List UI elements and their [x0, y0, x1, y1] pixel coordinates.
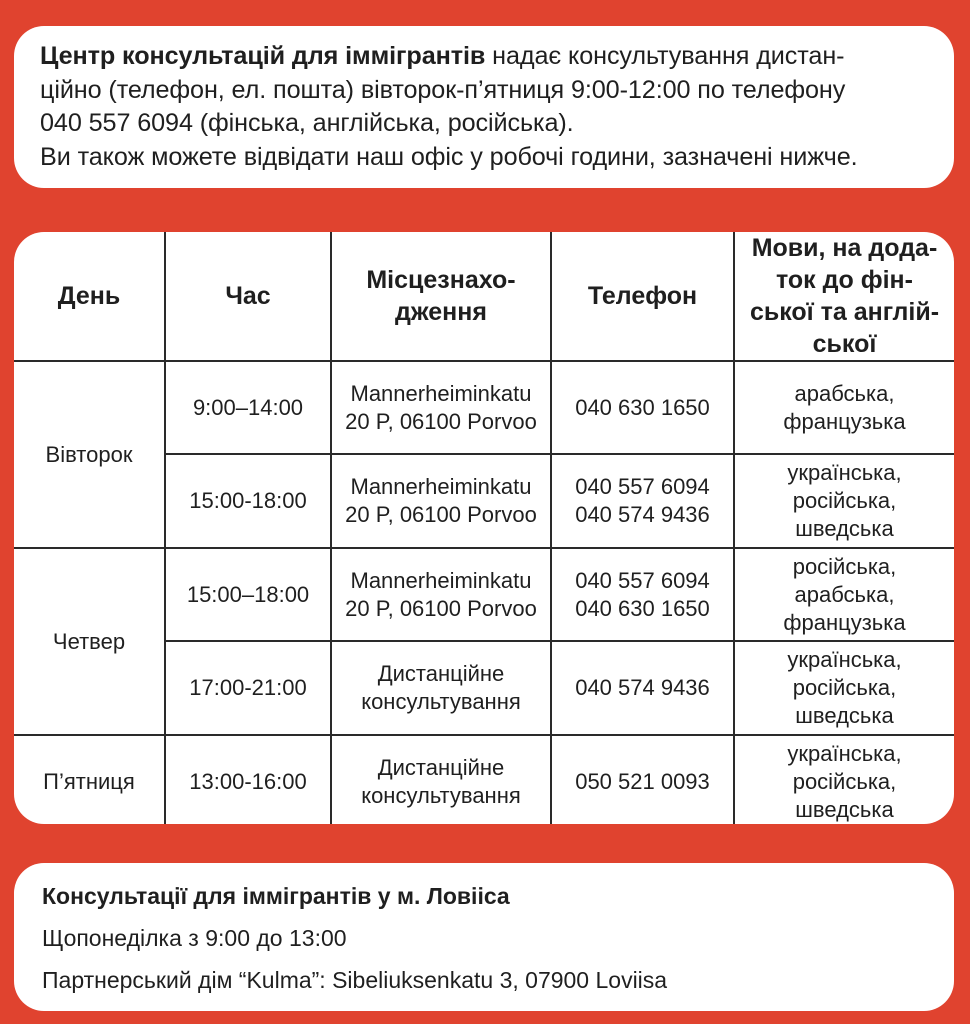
loviisa-hours: Щопонеділка з 9:00 до 13:00: [42, 925, 347, 951]
phone-line-1: 050 521 0093: [575, 769, 710, 794]
language-line-3: шведська: [795, 703, 894, 728]
header-location-line-1: Місцезнахо-: [366, 266, 516, 294]
location-line-1: Mannerheiminkatu: [350, 474, 532, 499]
language-line-1: українська,: [787, 741, 902, 766]
header-languages-line-2: ток до фін-: [776, 266, 913, 294]
location-line-2: 20 P, 06100 Porvoo: [345, 408, 537, 434]
phone-cell: [551, 548, 734, 641]
header-day: День: [14, 232, 165, 361]
location-cell: [331, 361, 551, 454]
day-cell-thursday: Четвер: [14, 548, 165, 735]
location-cell: [331, 454, 551, 548]
phone-line-1: 040 557 6094: [575, 474, 710, 499]
header-languages-line-1: Мови, на дода-: [751, 234, 938, 262]
intro-line-1: [40, 40, 932, 74]
language-line-1: українська,: [787, 647, 902, 672]
location-cell: [331, 735, 551, 824]
intro-line-3: 040 557 6094 (фінська, англійська, російська).: [40, 109, 574, 137]
languages-cell: [734, 361, 954, 454]
language-line-2: французька: [783, 408, 906, 434]
header-languages-line-4: ської: [812, 330, 877, 358]
languages-cell: [734, 641, 954, 735]
phone-line-1: 040 574 9436: [575, 675, 710, 700]
time-cell: 9:00–14:00: [165, 361, 331, 454]
location-line-2: 20 P, 06100 Porvoo: [345, 595, 537, 621]
location-line-2: 20 P, 06100 Porvoo: [345, 502, 537, 527]
time-cell: 15:00-18:00: [165, 454, 331, 548]
loviisa-card: [14, 863, 954, 1011]
header-location-line-2: дження: [395, 298, 487, 326]
header-time: Час: [165, 232, 331, 361]
language-line-2: російська,: [792, 488, 897, 513]
intro-line-1-rest: надає консультування дистан-: [485, 42, 845, 70]
schedule-table: [14, 232, 954, 824]
phone-cell: [551, 641, 734, 735]
time-cell: 17:00-21:00: [165, 641, 331, 735]
location-line-2: консультування: [361, 689, 521, 714]
header-languages: [734, 232, 954, 361]
language-line-1: українська,: [787, 460, 902, 485]
intro-card: [14, 26, 954, 188]
phone-cell: [551, 735, 734, 824]
loviisa-title: Консультації для іммігрантів у м. Ловііса: [42, 883, 510, 909]
location-cell: [331, 548, 551, 641]
location-line-1: Mannerheiminkatu: [350, 567, 532, 593]
header-location: [331, 232, 551, 361]
phone-line-1: 040 630 1650: [575, 394, 710, 420]
language-line-3: шведська: [795, 797, 894, 822]
header-languages-line-3: ської та англій-: [749, 298, 940, 326]
language-line-3: французька: [783, 609, 906, 635]
phone-line-2: 040 574 9436: [575, 502, 710, 527]
table-row: [14, 735, 954, 824]
time-cell: 15:00–18:00: [165, 548, 331, 641]
day-cell-tuesday: Вівторок: [14, 361, 165, 548]
location-line-2: консультування: [361, 783, 521, 808]
loviisa-address: Партнерський дім “Kulma”: Sibeliuksenkatu 3, 07900 Loviisa: [42, 967, 668, 993]
location-line-1: Mannerheiminkatu: [350, 380, 532, 406]
language-line-1: арабська,: [794, 380, 895, 406]
phone-line-2: 040 630 1650: [575, 595, 710, 621]
languages-cell: [734, 548, 954, 641]
language-line-1: російська,: [792, 553, 897, 579]
day-cell-friday: П’ятниця: [14, 735, 165, 824]
schedule-card: [14, 232, 954, 824]
intro-line-4: Ви також можете відвідати наш офіс у робочі години, зазначені нижче.: [40, 142, 858, 171]
language-line-2: російська,: [792, 769, 897, 794]
phone-cell: [551, 361, 734, 454]
languages-cell: [734, 735, 954, 824]
language-line-3: шведська: [795, 516, 894, 541]
language-line-2: арабська,: [794, 581, 895, 607]
intro-org-name: Центр консультацій для іммігрантів: [40, 42, 486, 70]
languages-cell: [734, 454, 954, 548]
phone-cell: [551, 454, 734, 548]
table-row: [14, 548, 954, 641]
location-cell: [331, 641, 551, 735]
location-line-1: Дистанційне: [377, 755, 505, 780]
intro-text: [40, 40, 932, 174]
time-cell: 13:00-16:00: [165, 735, 331, 824]
phone-line-1: 040 557 6094: [575, 567, 710, 593]
table-row: [14, 361, 954, 454]
location-line-1: Дистанційне: [377, 661, 505, 686]
intro-line-2: ційно (телефон, ел. пошта) вівторок-п’ятниця 9:00-12:00 по телефону: [40, 75, 846, 104]
language-line-2: російська,: [792, 675, 897, 700]
header-phone: Телефон: [551, 232, 734, 361]
table-header-row: [14, 232, 954, 361]
